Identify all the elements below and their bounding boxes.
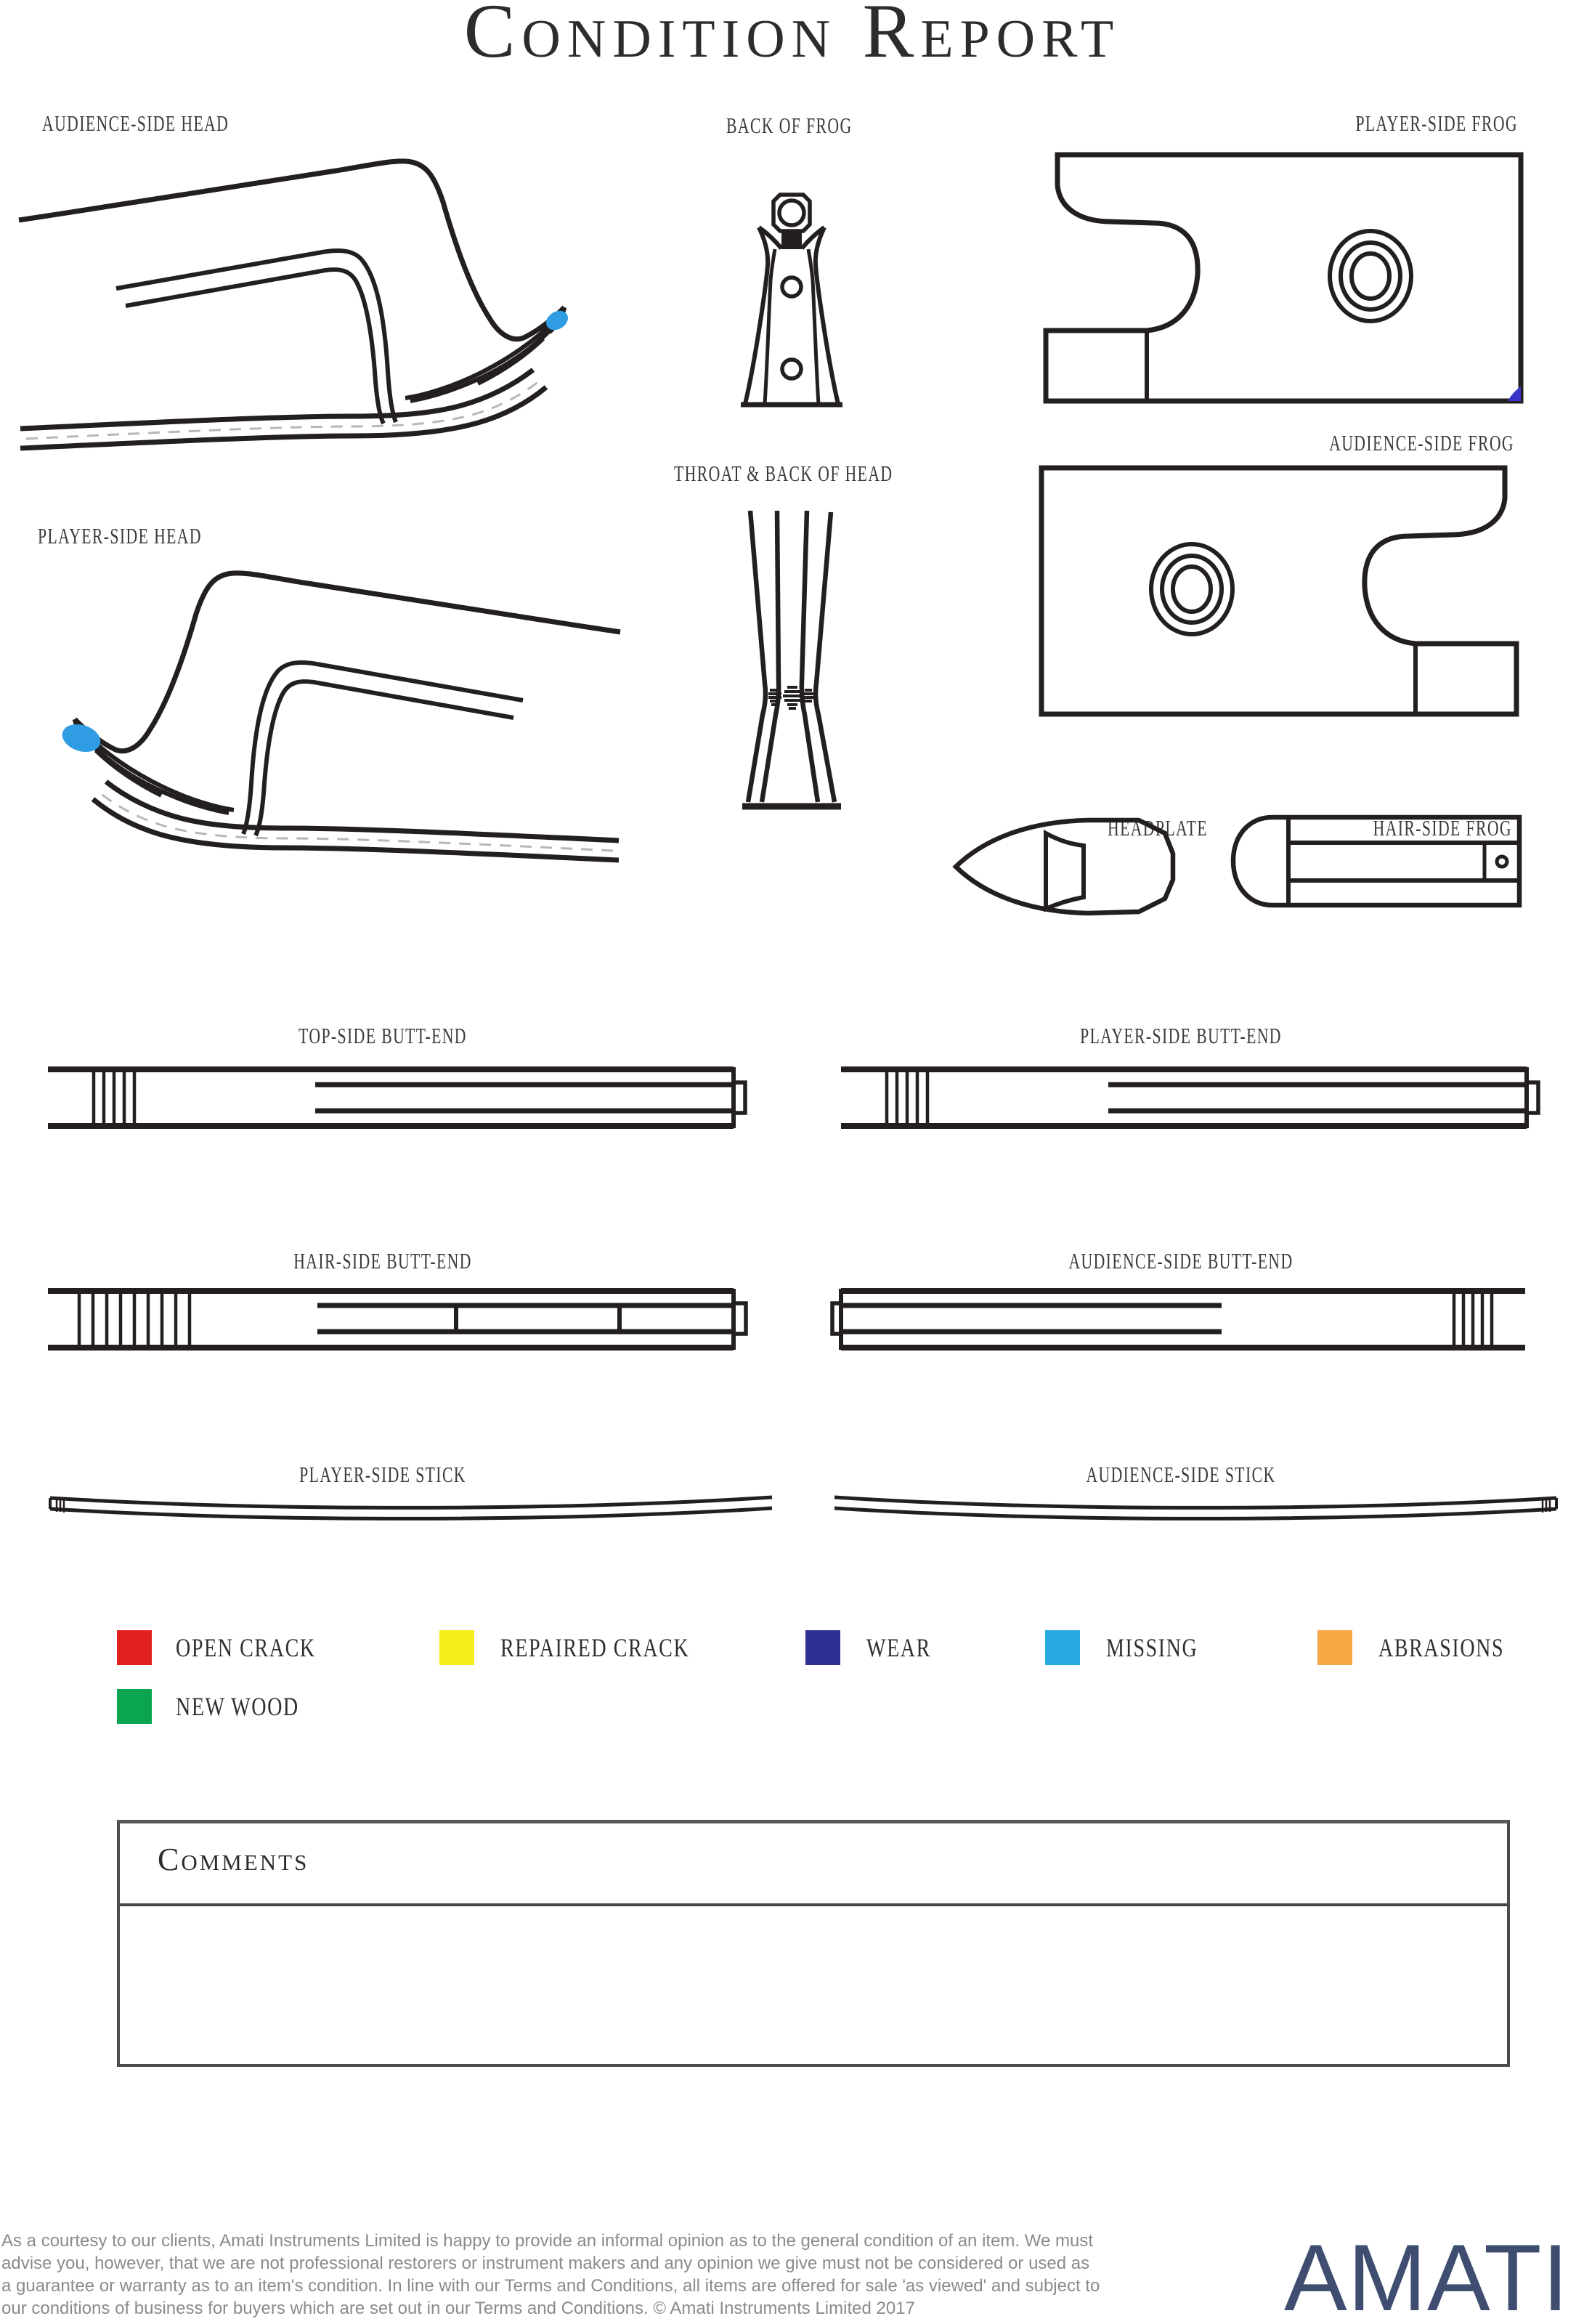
audience-side-stick-diagram: [832, 1493, 1559, 1526]
legend-label-wear: WEAR: [866, 1633, 931, 1662]
player-side-head-diagram: [15, 546, 625, 891]
footer-line: our conditions of business for buyers which are set out in our Terms and Conditions. © Amati Instruments Limited 2017: [1, 2299, 915, 2318]
legend-label-abrasions: ABRASIONS: [1378, 1633, 1505, 1662]
player-side-stick-diagram: [48, 1493, 774, 1526]
label-player-side-stick: PLAYER-SIDE STICK: [299, 1462, 466, 1487]
swatch-rect: [117, 1630, 152, 1665]
label-hair-side-frog: HAIR-SIDE FROG: [1373, 815, 1512, 841]
comments-header: Comments: [158, 1842, 309, 1877]
hair-side-frog-diagram: [1229, 814, 1524, 910]
legend-label-new-wood: NEW WOOD: [176, 1692, 299, 1721]
footer-line: a guarantee or warranty as to an item's condition. In line with our Terms and Conditions, all items are offered for sale 'as viewed' and subject to: [1, 2276, 1100, 2296]
label-back-of-frog: BACK OF FROG: [726, 113, 853, 138]
label-player-side-head: PLAYER-SIDE HEAD: [38, 523, 202, 548]
player-side-frog-diagram: [1036, 153, 1525, 403]
legend-swatch-new-wood: [117, 1689, 152, 1724]
comments-section: [117, 1820, 1510, 2067]
label-player-side-frog: PLAYER-SIDE FROG: [1355, 110, 1518, 136]
legend-label-open-crack: OPEN CRACK: [176, 1633, 316, 1662]
legend-swatch-missing: [1045, 1630, 1080, 1665]
swatch-rect: [117, 1689, 152, 1724]
swatch-rect: [1045, 1630, 1080, 1665]
comments-input-area[interactable]: [120, 1906, 1507, 2065]
footer-line: As a courtesy to our clients, Amati Instruments Limited is happy to provide an informal opinion as to the general condition of an item. We must: [1, 2231, 1093, 2251]
label-audience-side-stick: AUDIENCE-SIDE STICK: [1086, 1462, 1276, 1487]
swatch-rect: [439, 1630, 474, 1665]
audience-side-head-diagram: [15, 134, 625, 479]
label-audience-side-frog: AUDIENCE-SIDE FROG: [1329, 430, 1514, 456]
label-top-side-butt-end: TOP-SIDE BUTT-END: [298, 1023, 467, 1048]
back-of-frog-diagram: [735, 190, 848, 408]
swatch-rect: [1317, 1630, 1352, 1665]
footer-line: advise you, however, that we are not professional restorers or instrument makers and any opinion we give must not be considered or used as: [1, 2254, 1090, 2273]
throat-back-of-head-diagram: [742, 507, 841, 812]
audience-side-frog-diagram: [1037, 466, 1527, 716]
label-hair-side-butt-end: HAIR-SIDE BUTT-END: [293, 1248, 472, 1274]
legend-swatch-abrasions: [1317, 1630, 1352, 1665]
legend-label-missing: MISSING: [1106, 1633, 1198, 1662]
label-player-side-butt-end: PLAYER-SIDE BUTT-END: [1080, 1023, 1282, 1048]
audience-side-butt-end-diagram: [831, 1287, 1527, 1351]
wear-mark: [1508, 386, 1521, 401]
player-side-butt-end-diagram: [841, 1065, 1540, 1130]
legend-swatch-wear: [805, 1630, 840, 1665]
label-headplate: HEADPLATE: [1108, 815, 1208, 841]
label-audience-side-butt-end: AUDIENCE-SIDE BUTT-END: [1068, 1248, 1293, 1274]
footer-disclaimer: [1, 2230, 1163, 2320]
label-throat-back-of-head: THROAT & BACK OF HEAD: [674, 461, 893, 486]
throat-stitch-marks: [768, 687, 813, 708]
swatch-rect: [805, 1630, 840, 1665]
page-title: Condition Report: [463, 0, 1121, 73]
amati-logo: AMATI: [1284, 2224, 1569, 2324]
headplate-diagram: [953, 812, 1194, 921]
legend-swatch-open-crack: [117, 1630, 152, 1665]
hair-side-butt-end-diagram: [48, 1287, 748, 1351]
label-audience-side-head: AUDIENCE-SIDE HEAD: [42, 110, 230, 136]
top-side-butt-end-diagram: [48, 1065, 747, 1130]
legend-swatch-repaired-crack: [439, 1630, 474, 1665]
legend-label-repaired-crack: REPAIRED CRACK: [500, 1633, 690, 1662]
